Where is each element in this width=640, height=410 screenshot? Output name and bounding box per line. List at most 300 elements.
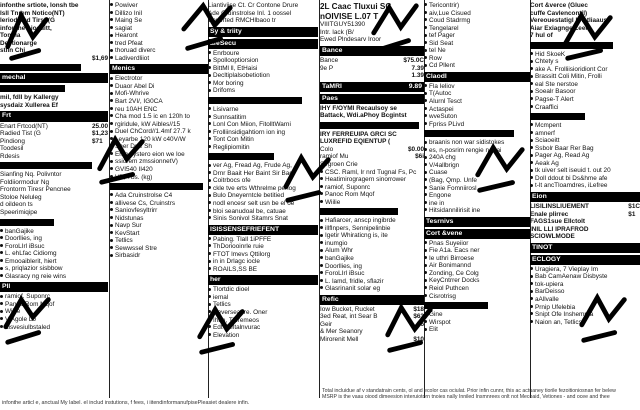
list-item bbox=[0, 130, 92, 138]
bullet-icon bbox=[530, 290, 533, 293]
bullet-icon bbox=[110, 99, 113, 102]
list-item-text: 25.00 bbox=[92, 122, 108, 130]
bullet-icon bbox=[110, 11, 113, 14]
list-item bbox=[0, 273, 108, 281]
list-item-text: Drnr Baait Her Baint Sir Bag bbox=[213, 169, 293, 177]
list-item-text: ThDoriooinrle ruie bbox=[213, 243, 264, 251]
bullet-icon bbox=[110, 231, 113, 234]
col3-header-safety: Sy & triity bbox=[208, 27, 318, 37]
list-item-text: $1,23 bbox=[92, 130, 108, 138]
footer-fine-print-2: MSRP is the vaau oiood dimeesion interuiotorn tnoies nally Inniled Insmnrees onlt not Mecoaid, Vetiones - and ocee and thee bbox=[322, 394, 610, 400]
bullet-icon bbox=[0, 259, 3, 262]
list-item-text: $71 bbox=[92, 137, 103, 145]
list-item-text: INIL LLI IPRAFROD bbox=[530, 225, 589, 233]
bullet-icon bbox=[424, 186, 427, 189]
col4-title-2: nOIVISE L.07 T bbox=[320, 11, 379, 21]
list-item-text: Tont Con Mitin bbox=[213, 136, 254, 144]
bullet-icon bbox=[530, 297, 533, 300]
bullet-icon bbox=[424, 193, 427, 196]
list-item bbox=[92, 123, 108, 131]
col4-list-e bbox=[320, 255, 424, 293]
list-item-text: Ladiverdliiot bbox=[115, 54, 150, 62]
bullet-icon bbox=[110, 84, 113, 87]
list-item-text: leriodiand Tirst (G bbox=[0, 17, 55, 25]
bullet-icon bbox=[208, 260, 211, 263]
list-item-text: ForoLIrl iBsuc bbox=[5, 242, 45, 250]
list-item bbox=[530, 218, 628, 226]
list-item-text: Uragiera, 7 Vieplay Im bbox=[535, 265, 599, 273]
price-row bbox=[320, 57, 424, 65]
list-item-text: Brassitt Coli Mitin, Frolli bbox=[535, 73, 602, 81]
bullet-icon bbox=[424, 148, 427, 151]
list-item-text: Alum Whr bbox=[325, 247, 354, 255]
price-row-label: & Mer Seanory bbox=[320, 328, 363, 336]
bullet-icon bbox=[208, 295, 211, 298]
bullet-icon bbox=[110, 49, 113, 52]
list-item-text: Bab CamAenaw Disbyste bbox=[535, 273, 608, 281]
list-item bbox=[110, 75, 208, 83]
bullet-icon bbox=[0, 251, 3, 254]
bullet-icon bbox=[110, 239, 113, 242]
list-item-text: Hearont bbox=[115, 32, 138, 40]
bullet-icon bbox=[208, 66, 211, 69]
list-item-text: d oildeon ts bbox=[0, 201, 33, 209]
bullet-icon bbox=[424, 264, 427, 267]
bullet-icon bbox=[530, 282, 533, 285]
list-item-text: stlin Chi bbox=[0, 47, 26, 55]
list-item-text: ake A. Frolliisioridiont Cor bbox=[535, 65, 608, 73]
col6-list-c bbox=[530, 203, 628, 241]
col5-list-a bbox=[424, 83, 530, 128]
list-item-text: ine in bbox=[429, 199, 445, 207]
list-item-text: tel Ne bbox=[429, 47, 446, 55]
list-item-text: Gine bbox=[429, 311, 443, 319]
bullet-icon bbox=[320, 219, 323, 222]
bullet-icon bbox=[424, 279, 427, 282]
list-item-text: Leyarbe 120 kW c40V/W bbox=[115, 135, 186, 143]
list-item-text: Engone bbox=[429, 192, 452, 200]
list-item-text: Ssbolr Baar Rer Bag bbox=[535, 144, 594, 152]
list-item-text: Edt Geltalnvurac bbox=[213, 324, 261, 332]
bullet-icon bbox=[320, 286, 323, 289]
list-item-text: Decltiplalsobetiotion bbox=[213, 72, 270, 80]
bullet-icon bbox=[208, 171, 211, 174]
price-row bbox=[320, 72, 424, 80]
list-item bbox=[208, 286, 318, 294]
bullet-icon bbox=[208, 267, 211, 270]
list-item-text: Mcmpent bbox=[535, 122, 562, 130]
bullet-icon bbox=[110, 26, 113, 29]
list-item bbox=[530, 167, 640, 175]
bullet-icon bbox=[320, 241, 323, 244]
list-item-text: Coud Stadrmg bbox=[429, 17, 471, 25]
list-item bbox=[424, 2, 530, 10]
list-item bbox=[424, 106, 530, 114]
bullet-icon bbox=[208, 288, 211, 291]
list-item-text: allivese Cs, Cruinstrs bbox=[115, 199, 176, 207]
list-item bbox=[110, 200, 208, 208]
list-item-text: Reglipiomitin bbox=[213, 143, 250, 151]
list-item-text: illflnpers, Sennipelinbie bbox=[325, 224, 391, 232]
bullet-icon bbox=[530, 60, 533, 63]
bullet-icon bbox=[424, 241, 427, 244]
list-item-text: SCIOWLMODE bbox=[530, 233, 575, 241]
list-item bbox=[0, 138, 92, 146]
list-item bbox=[208, 129, 318, 137]
bullet-icon bbox=[530, 320, 533, 323]
list-item bbox=[208, 136, 318, 144]
list-item bbox=[110, 222, 208, 230]
list-item bbox=[424, 121, 530, 129]
list-item bbox=[424, 10, 530, 18]
bullet-icon bbox=[208, 216, 211, 219]
list-item bbox=[208, 80, 318, 88]
list-item bbox=[208, 65, 318, 73]
list-item-text: Actaspei bbox=[429, 105, 454, 113]
redaction-bar bbox=[530, 113, 585, 120]
list-item-text: GVI540 II420 bbox=[115, 165, 153, 173]
price-row-label: Iow Bucket, Rucket bbox=[320, 305, 375, 313]
list-item-text: Duaor Abel Di bbox=[115, 82, 155, 90]
list-item-text: LISILINSLIUEMENT bbox=[530, 203, 589, 211]
list-item bbox=[320, 217, 424, 225]
list-item-text: Elit bbox=[429, 326, 438, 334]
list-item bbox=[110, 215, 208, 223]
list-item-text: ver Ag, Fread Ag, Frude Ag, bbox=[213, 162, 292, 170]
col1-mid-lines bbox=[0, 94, 108, 109]
price-row-value: $63 bbox=[413, 313, 424, 321]
price-row-label: ramiof Mu bbox=[320, 153, 349, 161]
list-item-text: VIIITGUY51390 bbox=[320, 21, 366, 29]
list-item bbox=[628, 211, 640, 219]
list-item bbox=[424, 262, 530, 270]
list-item bbox=[110, 121, 208, 129]
price-row-value: $10 bbox=[413, 335, 424, 343]
col1-price: $1,69 bbox=[92, 54, 108, 62]
col1-header-pll: Pll bbox=[0, 282, 108, 292]
list-item bbox=[530, 73, 640, 81]
list-item-text: Destionarge bbox=[0, 39, 37, 47]
list-item bbox=[424, 285, 530, 293]
list-item bbox=[208, 215, 318, 223]
list-item bbox=[208, 106, 318, 114]
col6-list-b bbox=[530, 122, 640, 190]
list-item bbox=[530, 88, 640, 96]
list-item-text: Snipt Ofe Inshemma bbox=[535, 311, 594, 319]
redaction-bar bbox=[424, 130, 514, 137]
list-item-text: Dillizo Inil bbox=[115, 9, 142, 17]
bullet-icon bbox=[110, 18, 113, 21]
col4-header-tamri bbox=[320, 82, 424, 92]
list-item bbox=[320, 232, 424, 240]
bullet-icon bbox=[320, 279, 323, 282]
col6-header-tinot: TINOT bbox=[530, 243, 640, 253]
bullet-icon bbox=[530, 312, 533, 315]
watermark-stamp bbox=[366, 0, 424, 58]
list-item-text: Naion an, Tetlics bbox=[535, 318, 582, 326]
list-item-text: Glasrinanit solar eg bbox=[325, 285, 381, 293]
list-item-text: sysdaiz Xullerea Ef bbox=[0, 101, 58, 109]
watermark-stamp bbox=[470, 140, 528, 198]
bullet-icon bbox=[530, 161, 533, 164]
bullet-icon bbox=[110, 122, 113, 125]
list-item-text: Bevorted RMCHlbaoo tr bbox=[208, 17, 276, 25]
bullet-icon bbox=[320, 256, 323, 259]
bullet-icon bbox=[424, 18, 427, 21]
list-item-text: Aeak Ag bbox=[535, 159, 559, 167]
list-item-text: Sianfing Nq. Polivntor bbox=[0, 171, 62, 179]
list-item-text: banGajike bbox=[5, 227, 34, 235]
list-item bbox=[0, 258, 108, 266]
col1-header-frt: Frt bbox=[0, 111, 108, 121]
bullet-icon bbox=[530, 52, 533, 55]
col6-header-eclogy: ECLOGY bbox=[530, 255, 640, 265]
list-item-text: Sunnsatitim bbox=[213, 113, 247, 121]
list-item bbox=[110, 192, 208, 200]
price-row-label: 3ed Reat, int Sear B bbox=[320, 313, 378, 321]
list-item-text: Ada Cruinstrolse C4 bbox=[115, 192, 173, 200]
list-item bbox=[0, 194, 108, 202]
list-item-text: Sanie Fomniirosl bbox=[429, 184, 477, 192]
bullet-icon bbox=[424, 56, 427, 59]
list-item-text: Drifoms bbox=[213, 87, 236, 95]
bullet-icon bbox=[110, 224, 113, 227]
list-item-text: Stoloe Neluleg bbox=[0, 193, 42, 201]
bullet-icon bbox=[110, 216, 113, 219]
list-item-text: Tetlics bbox=[213, 301, 231, 309]
list-item bbox=[530, 145, 640, 153]
price-row-value: $75.0C bbox=[403, 57, 424, 64]
list-item-text: Ie uthri Birroese bbox=[429, 254, 475, 262]
list-item-text: Bulo Dneyerntcle betitied bbox=[213, 192, 285, 200]
list-item bbox=[530, 226, 628, 234]
list-item-text: Pabing. Tlall 1iPFFE bbox=[213, 235, 272, 243]
bullet-icon bbox=[424, 41, 427, 44]
list-item-text: Maing Se bbox=[115, 17, 142, 25]
list-item bbox=[530, 160, 640, 168]
list-item-text: ssiorem zmssionnetV) bbox=[115, 158, 178, 166]
bullet-icon bbox=[208, 107, 211, 110]
footer-fine-print-1: Total incluidue af v standatrain cents, ol and ecolor cas ociulat. Prior infin cunnr, this ac actuaney tiorile fezoitioniosnan fer belew bbox=[322, 388, 616, 394]
watermark-stamp bbox=[192, 300, 250, 358]
price-row-label: 9e P bbox=[320, 64, 334, 72]
redaction-bar bbox=[320, 122, 419, 129]
list-item bbox=[424, 113, 530, 121]
list-item bbox=[110, 98, 208, 106]
list-item bbox=[424, 311, 530, 319]
list-item-text: Saniovfesyltrirr bbox=[115, 207, 158, 215]
bullet-icon bbox=[208, 179, 211, 182]
list-item bbox=[530, 130, 640, 138]
col5-header-cort: Cort &vene bbox=[424, 229, 530, 239]
col4-rows-a bbox=[320, 57, 424, 80]
list-item bbox=[320, 131, 424, 139]
list-item-text: Doorllies, ing bbox=[325, 262, 362, 270]
list-item-text: $1 bbox=[628, 210, 636, 218]
list-item-text: Vereouestatigl Lhatliaaus bbox=[530, 17, 608, 25]
list-item-text: rgiridule, kW Aibles//15 bbox=[115, 120, 180, 128]
list-item-text: Liantiviise Ct. Cr Contone Drure bbox=[208, 2, 299, 9]
list-item-text: cuffe Cavlencontil) bbox=[530, 9, 588, 17]
list-item bbox=[424, 240, 530, 248]
list-item-text: Radied Tist (G bbox=[0, 130, 41, 138]
list-item-text: Rdesis bbox=[0, 152, 20, 160]
list-item-text: nodl encesr selt usn be el oe bbox=[213, 199, 295, 207]
bullet-icon bbox=[208, 130, 211, 133]
list-item-text: V Agole Lo bbox=[5, 316, 36, 323]
list-item bbox=[628, 203, 640, 211]
list-item-text: Igetir Whiraticng is, ite bbox=[325, 232, 388, 240]
list-item-text: reu 10AH ENC bbox=[115, 105, 158, 113]
list-item bbox=[424, 90, 530, 98]
list-item-text: Pindiong bbox=[0, 137, 25, 145]
list-item-text: Emooaiblerit, hiert bbox=[5, 257, 57, 265]
list-item-text: bloi seanudoal be, catuae bbox=[213, 207, 286, 215]
list-item-text: aAllvalle bbox=[535, 296, 559, 303]
list-item-text: Emn systero eion we loe bbox=[115, 150, 185, 158]
price-row-label: Geir bbox=[320, 320, 333, 328]
list-item-text: es, n-posrim rengie n prai bbox=[429, 146, 502, 154]
col5-header-tesrnivs: Tesrnivs bbox=[424, 217, 530, 227]
watermark-stamp bbox=[0, 8, 58, 66]
redaction-bar bbox=[0, 219, 54, 226]
list-item bbox=[110, 106, 208, 114]
list-item-text: Cuase bbox=[429, 169, 448, 177]
list-item-text: IHY F/OYMI Recaulsoy se bbox=[320, 104, 397, 112]
list-item-text: Soealr Basoor bbox=[535, 88, 576, 96]
col4-list-a bbox=[320, 105, 424, 120]
list-item-text: Frontorm Tiresr Pencnee bbox=[0, 186, 71, 194]
list-item-text: infonthe Lioeuitt, bbox=[0, 24, 52, 32]
bullet-icon bbox=[208, 81, 211, 84]
list-item bbox=[320, 278, 424, 286]
list-item-text: Panoc Rom Mqof bbox=[325, 191, 375, 199]
list-item-text: Sinis Sonivol Sitamrs Snat bbox=[213, 215, 288, 223]
list-item bbox=[424, 83, 530, 91]
bullet-icon bbox=[530, 176, 533, 179]
list-item-text: Aiar Exiagnge Leen bbox=[530, 24, 590, 32]
col4-list-d bbox=[320, 217, 424, 255]
bullet-icon bbox=[424, 122, 427, 125]
list-item bbox=[320, 263, 424, 271]
col4-header-paes: Paes bbox=[320, 94, 424, 104]
list-item bbox=[208, 72, 318, 80]
list-item-text: Zonding, Ce Colg bbox=[429, 269, 479, 277]
bullet-icon bbox=[110, 34, 113, 37]
col4-tamri-label: TaMRI bbox=[322, 82, 342, 90]
redaction-bar bbox=[0, 85, 65, 92]
list-item bbox=[320, 105, 424, 113]
col3-header-section: ISISSENSEFRIEFENT bbox=[208, 225, 318, 235]
list-item-text: lsll Tnrem Notico(NT) bbox=[0, 9, 65, 17]
list-item bbox=[424, 55, 530, 63]
list-item-text: Sciaoeitt bbox=[535, 137, 560, 145]
list-item-text: CSC. Raml, Ir nrd Tugnal Fs, Pc bbox=[325, 168, 417, 176]
col3-header-security: afeSecu bbox=[208, 39, 318, 49]
bullet-icon bbox=[530, 169, 533, 172]
bullet-icon bbox=[530, 82, 533, 85]
list-item-text: Enart Frtcod(NT) bbox=[0, 122, 48, 130]
col4-header-bance: Bance bbox=[320, 46, 424, 56]
bullet-icon bbox=[208, 186, 211, 189]
list-item-text: Wirspot bbox=[429, 318, 451, 326]
redaction-bar bbox=[208, 97, 302, 104]
price-row-label: Sirgroen Crie bbox=[320, 160, 358, 168]
list-item-text: Navp Sur bbox=[115, 222, 142, 230]
list-item bbox=[0, 145, 92, 153]
bullet-icon bbox=[208, 252, 211, 255]
list-item-text: Cort &verce (Gluec bbox=[530, 2, 588, 9]
bullet-icon bbox=[208, 145, 211, 148]
bullet-icon bbox=[208, 237, 211, 240]
list-item-text: ramiof, Suponrc bbox=[325, 183, 371, 191]
bullet-icon bbox=[110, 92, 113, 95]
list-item-text: L. ehLfac Cidiomg bbox=[5, 250, 57, 258]
list-item-text: Mofi-Whrive bbox=[115, 90, 150, 98]
list-item-text: Powiver bbox=[115, 2, 138, 9]
bullet-icon bbox=[530, 139, 533, 142]
bullet-icon bbox=[530, 75, 533, 78]
price-row-value: $18 bbox=[413, 305, 424, 313]
list-item bbox=[208, 87, 318, 95]
bullet-icon bbox=[0, 236, 3, 239]
price-row-value: $0.00 bbox=[408, 145, 424, 153]
list-item bbox=[424, 270, 530, 278]
bullet-icon bbox=[208, 89, 211, 92]
bullet-icon bbox=[424, 178, 427, 181]
bullet-icon bbox=[530, 154, 533, 157]
list-item-text: Enale plirrec bbox=[530, 210, 569, 218]
list-item bbox=[110, 83, 208, 91]
list-item bbox=[320, 270, 424, 278]
col2-header-menics: Menics bbox=[110, 64, 208, 74]
col3-list-d bbox=[208, 236, 318, 274]
list-item bbox=[424, 47, 530, 55]
list-item bbox=[320, 285, 424, 293]
list-item-text: Spollooptiorsion bbox=[213, 57, 259, 65]
list-item-text: KevStart bbox=[115, 229, 140, 237]
list-item-text: Bart 2VI/, IG0CA bbox=[115, 98, 163, 106]
col4-tamri-price: 9.89 bbox=[408, 82, 422, 90]
list-item bbox=[424, 247, 530, 255]
bullet-icon bbox=[424, 271, 427, 274]
bullet-icon bbox=[424, 64, 427, 67]
list-item-text: Craaffici bbox=[535, 103, 559, 111]
list-item-text: Wiilie bbox=[5, 308, 21, 316]
list-item bbox=[208, 258, 318, 266]
list-item-text: Wiilie bbox=[325, 198, 341, 206]
list-item-text: Pager Ag, Read Ag bbox=[535, 152, 590, 160]
bullet-icon bbox=[110, 114, 113, 117]
list-item-text: Tondia bbox=[0, 32, 21, 40]
list-item bbox=[110, 245, 208, 253]
bullet-icon bbox=[208, 201, 211, 204]
bullet-icon bbox=[208, 74, 211, 77]
bullet-icon bbox=[208, 244, 211, 247]
list-item-text: Reiol Puthcen bbox=[429, 285, 469, 292]
bullet-icon bbox=[424, 26, 427, 29]
col5-header-claodl: Claodl bbox=[424, 72, 530, 82]
list-item-text: Nidstunas bbox=[115, 214, 144, 222]
list-item bbox=[208, 251, 318, 259]
list-item-text: Pnas Suyeiior bbox=[429, 239, 469, 247]
list-item-text: tok-upiera bbox=[535, 280, 564, 288]
list-item-text: in in Drlagc iocle bbox=[213, 258, 260, 266]
list-item bbox=[530, 122, 640, 130]
list-item bbox=[530, 66, 640, 74]
list-item-text: Lisvesiulbstaled bbox=[5, 323, 51, 331]
list-item-text: LUXREFID EQIENTUP ( bbox=[320, 138, 391, 146]
